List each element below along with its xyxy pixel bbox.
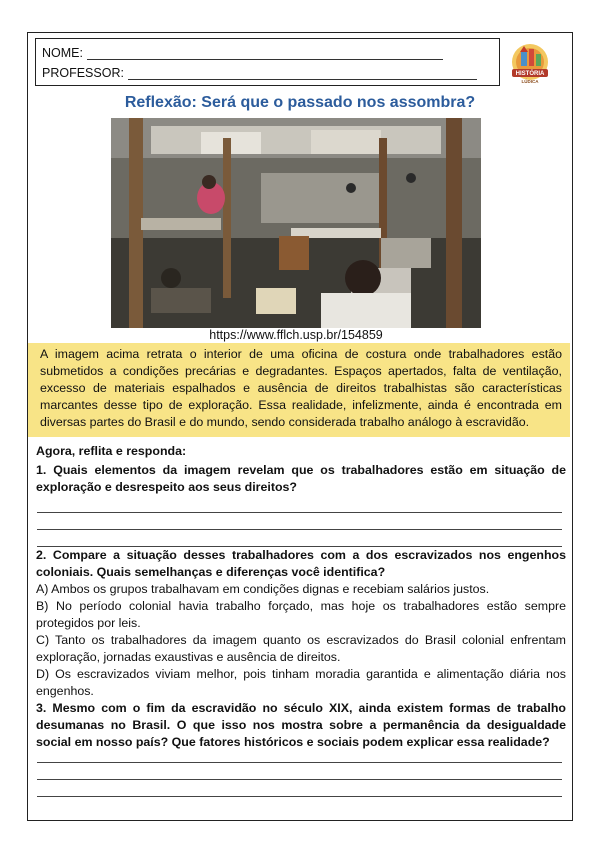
image-caption: https://www.fflch.usp.br/154859 <box>209 328 383 342</box>
logo-subtext: LÚDICA <box>521 79 539 84</box>
page-title: Reflexão: Será que o passado nos assombra? <box>124 94 476 111</box>
answer-line-3b[interactable] <box>37 779 562 780</box>
option-d: D) Os escravizados viviam melhor, pois tinham moradia garantida e alimentação diária nos engenhos. <box>36 667 566 698</box>
name-label: NOME: <box>42 46 83 60</box>
name-field[interactable] <box>87 48 443 60</box>
question-1: 1. Quais elementos da imagem revelam que os trabalhadores estão em situação de exploração e desrespeito aos seus direitos? <box>36 463 566 494</box>
header-box <box>35 38 500 86</box>
teacher-field[interactable] <box>128 68 477 80</box>
option-a: A) Ambos os grupos trabalhavam em condições dignas e recebiam salários justos. <box>36 582 490 596</box>
question-3: 3. Mesmo com o fim da escravidão no século XIX, ainda existem formas de trabalho desumanas no Brasil. O que isso nos mostra sobre a permanência da desigualdade social em nosso país? Que fatores históricos e sociais podem explicar essa realidade? <box>36 701 566 749</box>
answer-line-3c[interactable] <box>37 796 562 797</box>
intro-paragraph: A imagem acima retrata o interior de uma oficina de costura onde trabalhadores estão submetidos a condições precárias e degradantes. Espaços apertados, falta de ventilação, excesso de materiais espalhados e ausência de direitos trabalhistas são características marcantes desse tipo de exploração. Essa realidade, infelizmente, ainda é encontrada em diversas partes do Brasil e do mundo, sendo considerada trabalho análogo à escravidão. <box>40 347 562 429</box>
name-row <box>42 44 443 60</box>
sweatshop-photo <box>111 118 481 328</box>
logo-text: HISTÓRIA <box>515 71 545 77</box>
instruction: Agora, reflita e responda: <box>36 444 187 458</box>
option-c: C) Tanto os trabalhadores da imagem quanto os escravizados do Brasil colonial enfrentam exploração, jornadas exaustivas e ausência de direitos. <box>36 633 566 664</box>
teacher-label: PROFESSOR: <box>42 66 124 80</box>
question-2: 2. Compare a situação desses trabalhadores com a dos escravizados nos engenhos coloniais. Quais semelhanças e diferenças você identifica? <box>36 548 566 579</box>
historia-ludica-logo <box>506 40 554 88</box>
answer-line-3a[interactable] <box>37 762 562 763</box>
teacher-row <box>42 64 477 80</box>
answer-line-1a[interactable] <box>37 512 562 513</box>
answer-line-1b[interactable] <box>37 529 562 530</box>
option-b: B) No período colonial havia trabalho forçado, mas hoje os trabalhadores estão sempre protegidos por leis. <box>36 599 566 630</box>
